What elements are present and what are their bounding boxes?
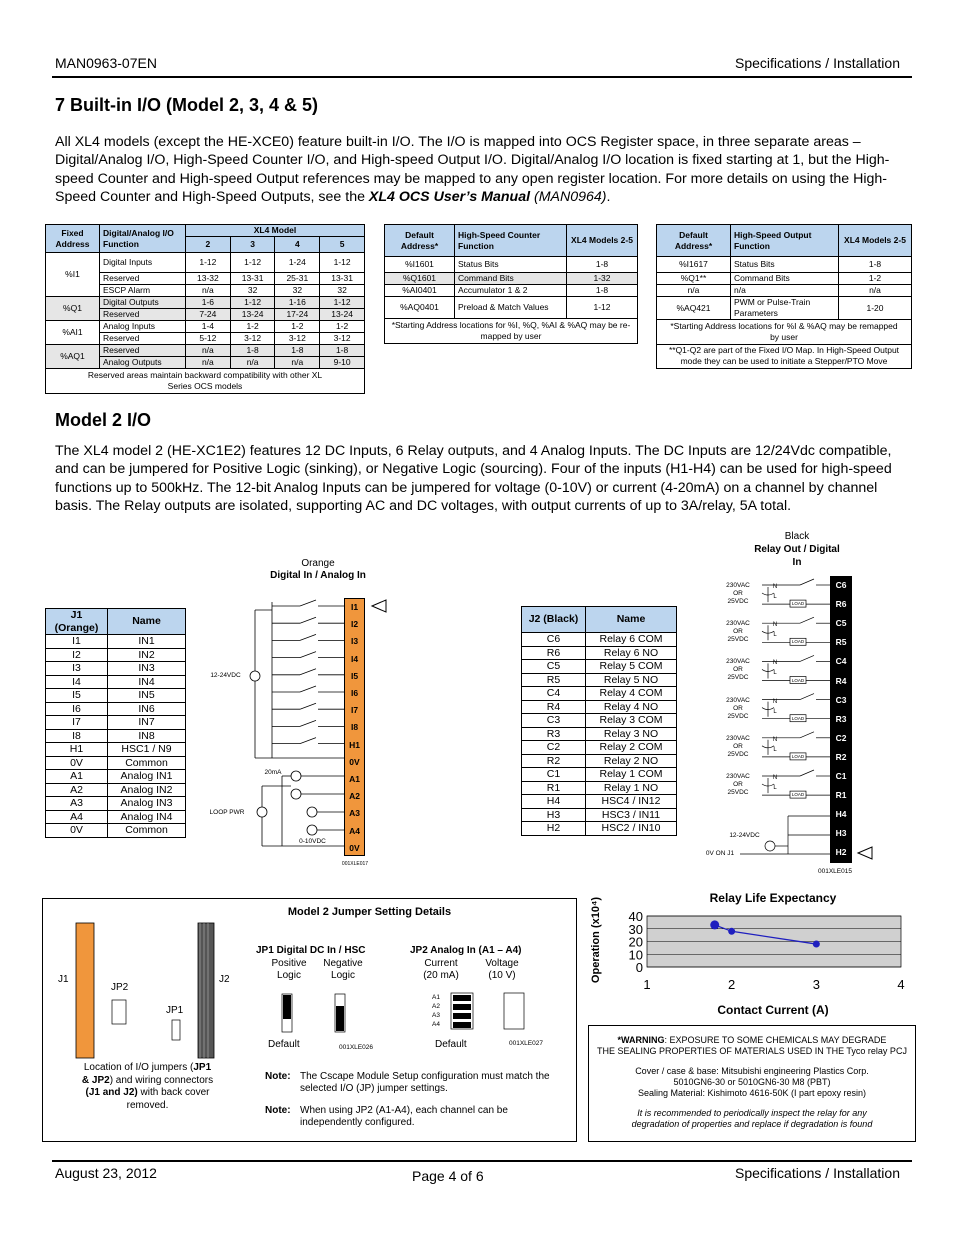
board-caption: Location of I/O jumpers (JP1 & JP2) and wiring connectors (J1 and J2) with back cover removed.: [81, 1062, 214, 1111]
table-row: C3 Relay 3 COM: [522, 714, 677, 728]
orange-terminal-label: A3: [349, 808, 360, 819]
chart-xtick-label: 3: [812, 977, 820, 992]
chart-ytick-label: 40: [628, 909, 643, 924]
table-row: R3 Relay 3 NO: [522, 727, 677, 741]
relay-nl-label: N: [772, 736, 778, 743]
table-row: I2 IN2: [46, 648, 186, 662]
relay-nl-label: N: [772, 660, 778, 667]
relay-nl-label: L: [773, 632, 777, 639]
orange-terminal-label: I4: [350, 653, 359, 664]
io-map-table: Fixed Address Digital/Analog I/O Function XL4 Model 2 3 4 5 %I1 Digital Inputs 1-12 1-12 1-24 1-12 Reserved 13-32 13-31 25-31 13-31 ESCP Alarm n/a 32 32 32 %Q1 Digital Outputs 1-6 1-12 1-16 1-12 Reserved 7-24 13-24 17-24 13-24 %AI1 Analog Inputs 1-4 1-2 1-2 1-2 Reserved 5-12 3-12 3-12 3-12 %AQ1 Reserved n/a 1-8 1-8 1-8 Analog Outputs n/a n/a n/a 9-10 Reserved areas maintain backward compatibility with other XL Series OCS models: [45, 224, 365, 394]
switch-line: [300, 686, 316, 692]
hsc-table: Default Address* High-Speed Counter Function XL4 Models 2-5 %I1601 Status Bits 1-8 %Q1601 Command Bits 1-32 %AI0401 Accumulator 1 & 2 1-8 %AQ0401 Preload & Match Values 1-12 *Starting Address locations for %I, %Q, %AI & %AQ may be re-mapped by user: [384, 224, 638, 344]
note2-text: When using JP2 (A1-A4), each channel can be independently configured.: [300, 1105, 508, 1128]
relay-wire: [800, 617, 814, 623]
orange-terminal-label: A4: [349, 825, 360, 836]
relay-wire: [800, 579, 814, 585]
jp2-title: JP2 Analog In (A1 – A4): [410, 945, 522, 956]
relay-nl-label: N: [772, 698, 778, 705]
black-terminal-label: R1: [835, 790, 847, 801]
relay-supply-line: 230VAC: [726, 734, 750, 742]
hso-table: Default Address* High-Speed Output Function XL4 Models 2-5 %I1617 Status Bits 1-8 %Q1** Command Bits 1-2 n/a n/a n/a %AQ421 PWM or Pulse-Train Parameters 1-20 *Starting Address locations for %I & %AQ may be remapped by user **Q1-Q2 are part of the Fixed I/O Map. In High-Speed Output mode they can be used to initiate a Stepper/PTO Move: [656, 224, 912, 369]
switch-line: [300, 617, 316, 623]
chart-xtick-label: 2: [728, 977, 736, 992]
j2-board-label: J2: [219, 974, 230, 985]
black-vdc-label: 12-24VDC: [729, 832, 760, 839]
jp1-title: JP1 Digital DC In / HSC: [256, 945, 366, 956]
footer-page: Page 4 of 6: [412, 1168, 484, 1184]
relay-supply-label: [720, 658, 756, 682]
relay-supply-line: 25VDC: [727, 636, 749, 644]
current-label: Current (20 mA): [423, 958, 459, 981]
footer-rule: [52, 1160, 912, 1162]
ma-label: 20mA: [264, 769, 282, 776]
footer-section: Specifications / Installation: [735, 1165, 900, 1181]
table-row: I6 IN6: [46, 702, 186, 716]
jp2-channel-label: A4: [432, 1021, 440, 1028]
chart-ytick-label: 20: [628, 934, 643, 950]
relay-nl-label: N: [772, 775, 778, 781]
load-label: LOAD: [791, 677, 805, 683]
relay-nl-label: L: [773, 594, 777, 600]
model2-title: Model 2 I/O: [55, 410, 152, 430]
table-row: I8 IN8: [46, 729, 186, 743]
table-row: R5 Relay 5 NO: [522, 673, 677, 687]
relay-supply-line: OR: [733, 666, 743, 674]
relay-nl-label: N: [772, 584, 778, 590]
relay-nl-label: L: [773, 670, 777, 677]
relay-supply-line: 230VAC: [726, 696, 750, 704]
table-row: H2 HSC2 / IN10: [522, 822, 677, 836]
black-terminal-label: C5: [835, 618, 847, 629]
black-terminal-label: C6: [835, 580, 847, 590]
jp1-default-label: Default: [268, 1039, 300, 1050]
table-row: C2 Relay 2 COM: [522, 741, 677, 755]
load-label: LOAD: [791, 792, 805, 798]
chart-ylabel: Operation (x10⁴): [590, 896, 602, 984]
positive-logic-label: Positive Logic: [271, 958, 307, 981]
relay-supply-label: [720, 773, 756, 797]
orange-wiring-diagram: [200, 596, 390, 866]
switch-line: [300, 634, 316, 640]
relay-supply-line: OR: [733, 781, 743, 788]
black-wiring-diagram: [700, 574, 890, 874]
chart-xtick-label: 1: [643, 977, 651, 992]
orange-terminal-label: I1: [350, 602, 359, 612]
header-section: Specifications / Installation: [735, 55, 900, 71]
table-row: C1 Relay 1 COM: [522, 768, 677, 782]
relay-nl-label: L: [773, 708, 777, 715]
table-row: R4 Relay 4 NO: [522, 700, 677, 714]
load-label: LOAD: [791, 601, 805, 607]
black-terminal-label: R2: [835, 751, 847, 762]
voltage-label: Voltage (10 V): [485, 958, 519, 981]
orange-terminal-label: I2: [350, 619, 359, 630]
relay-supply-label: [720, 620, 756, 644]
jp1-jumper-graphic: [270, 992, 370, 1037]
table-row: C6 Relay 6 COM: [522, 633, 677, 647]
table-row: I1 IN1: [46, 635, 186, 649]
board-illustration: [58, 915, 228, 1065]
jumper-code-1: 001XLE026: [339, 1044, 373, 1051]
table-row: C5 Relay 5 COM: [522, 660, 677, 674]
black-terminal-label: C3: [835, 694, 847, 705]
orange-diagram-label: Orange Digital In / Analog In: [270, 558, 366, 581]
black-terminal-label: R6: [835, 599, 847, 610]
relay-life-chart: [585, 888, 915, 1020]
load-label: LOAD: [791, 639, 805, 645]
relay-wire: [800, 732, 814, 738]
jp2-channel-label: A2: [432, 1003, 440, 1010]
relay-supply-line: OR: [733, 628, 743, 636]
relay-supply-label: [720, 582, 756, 606]
orange-terminal-label: 0V: [349, 842, 360, 853]
orange-terminal-label: I8: [350, 722, 359, 733]
relay-supply-line: 25VDC: [727, 598, 749, 605]
relay-wire: [800, 655, 814, 661]
jumper-code-2: 001XLE027: [509, 1040, 543, 1047]
table-row: A2 Analog IN2: [46, 783, 186, 797]
orange-terminal-label: I3: [350, 636, 359, 647]
switch-line: [300, 720, 316, 726]
black-terminal-label: R5: [835, 637, 847, 648]
black-terminal-label: H2: [835, 847, 847, 858]
relay-wire: [800, 770, 814, 776]
relay-supply-line: 230VAC: [726, 582, 750, 589]
chart-point: [813, 941, 820, 948]
model2-paragraph: The XL4 model 2 (HE-XC1E2) features 12 DC Inputs, 6 Relay outputs, and 4 Analog Inputs. The DC Inputs are 12/24Vdc compatible, and can be jumpered for Positive Logic (sinking), or Negative Logic (sourcing). Four of the inputs (H1-H4) can be used for high-speed functions up to 500kHz. The 12-bit Analog Inputs can be jumpered for voltage (0-10V) or current (4-20mA) on a channel by channel basis. The Relay outputs are isolated, supporting AC and DC voltages, with output currents of up to 3A/relay, 5A total.: [55, 443, 892, 514]
relay-supply-line: 25VDC: [727, 750, 749, 758]
table-row: R2 Relay 2 NO: [522, 754, 677, 768]
doc-id: MAN0963-07EN: [55, 55, 157, 71]
black-diagram-label: Black Relay Out / Digital In: [754, 531, 840, 568]
chart-ytick-label: 10: [628, 947, 643, 963]
j2-table: J2 (Black) Name C6 Relay 6 COM R6 Relay 6 NO C5 Relay 5 COM R5 Relay 5 NO C4 Relay 4 COM R4 Relay 4 NO C3 Relay 3 COM R3 Relay 3 NO C2 Relay 2 COM R2 Relay 2 NO C1 Relay 1 COM R1 Relay 1 NO H4 HSC4 / IN12 H3 HSC3 / IN11 H2 HSC2 / IN10: [521, 606, 677, 836]
black-terminal-label: R4: [835, 675, 847, 686]
jp2-jumper-graphic: [448, 992, 528, 1032]
chart-point: [728, 928, 735, 935]
table-row: I5 IN5: [46, 689, 186, 703]
table-row: R1 Relay 1 NO: [522, 781, 677, 795]
relay-nl-label: L: [773, 746, 777, 753]
header-rule: [52, 76, 912, 78]
orange-terminal-label: I6: [350, 688, 359, 698]
note2-label: Note:: [265, 1105, 291, 1116]
black-terminal-label: H3: [835, 828, 847, 839]
orange-terminal-label: H1: [349, 739, 360, 750]
chart-point: [710, 920, 719, 929]
table-row: I3 IN3: [46, 662, 186, 676]
vdc10-label: 0-10VDC: [299, 838, 326, 845]
table-row: I4 IN4: [46, 675, 186, 689]
black-terminal-label: C1: [835, 771, 847, 781]
relay-supply-line: 230VAC: [726, 658, 750, 666]
note1-text: The Cscape Module Setup configuration must match the selected I/O (JP) jumper settings.: [300, 1071, 550, 1094]
jp2-channel-label: A3: [432, 1012, 440, 1019]
table-row: H3 HSC3 / IN11: [522, 808, 677, 822]
chart-xlabel: Contact Current (A): [717, 1003, 829, 1017]
relay-supply-label: [720, 735, 756, 759]
relay-supply-line: 25VDC: [727, 674, 749, 682]
black-terminal-label: C4: [835, 656, 847, 667]
switch-line: [300, 600, 316, 606]
chart-xtick-label: 4: [897, 977, 905, 992]
chart-ytick-label: 0: [635, 960, 643, 975]
note1-label: Note:: [265, 1071, 291, 1082]
orange-terminal-label: A2: [349, 791, 360, 802]
relay-nl-label: N: [772, 622, 778, 629]
j1-board-label: J1: [58, 974, 69, 985]
footer-date: August 23, 2012: [55, 1165, 157, 1181]
relay-supply-line: OR: [733, 590, 743, 597]
table-row: H4 HSC4 / IN12: [522, 795, 677, 809]
ov-on-j1-label: 0V ON J1: [705, 850, 735, 857]
jp1-board-label: JP1: [166, 1005, 184, 1016]
table-row: 0V Common: [46, 756, 186, 770]
switch-line: [300, 652, 316, 658]
table-row: I7 IN7: [46, 716, 186, 730]
jp2-default-label: Default: [435, 1039, 467, 1050]
black-terminal-label: C2: [835, 732, 847, 743]
relay-nl-label: L: [773, 785, 777, 791]
relay-supply-line: 230VAC: [726, 773, 750, 780]
orange-code: 001XLE017: [341, 861, 369, 867]
section7-paragraph: All XL4 models (except the HE-XCE0) feature built-in I/O. The I/O is mapped into OCS Register space, in three separate areas – Digital/Analog I/O, High-Speed Counter I/O, and High-speed Output I/O. Digital/Analog I/O location is fixed starting at 1, but the High-speed Counter and High-speed Output references may be mapped to any open register location. For more details on using the High-Speed Counter and High-Speed Outputs, see the XL4 OCS User’s Manual (MAN0964).: [55, 134, 890, 205]
black-terminal-label: R3: [835, 713, 847, 724]
loop-pwr-label: LOOP PWR: [209, 809, 245, 816]
table-row: 0V Common: [46, 824, 186, 838]
chart-ytick-label: 30: [628, 921, 643, 937]
orange-terminal-label: I5: [350, 670, 359, 681]
warning-text: *WARNING: EXPOSURE TO SOME CHEMICALS MAY DEGRADE THE SEALING PROPERTIES OF MATERIALS USED IN THE Tyco relay PCJ Cover / case & base: Mitsubishi engineering Plastics Corp. 5010GN6-30 or 5010GN6-30 M8 (PBT) Sealing Material: Kishimoto 4616-50K (I part epoxy resin) It is recommended to periodically inspect the relay for any degradation of properties and replace if degradation is found: [597, 1035, 907, 1129]
jumper-title: Model 2 Jumper Setting Details: [287, 906, 452, 918]
switch-line: [300, 703, 316, 709]
negative-logic-label: Negative Logic: [323, 958, 363, 981]
orange-vdc-label: 12-24VDC: [210, 672, 241, 679]
section-title: 7 Built-in I/O (Model 2, 3, 4 & 5): [55, 95, 319, 115]
table-row: C4 Relay 4 COM: [522, 687, 677, 701]
black-terminal-label: H4: [835, 809, 847, 820]
jp2-channel-label: A1: [432, 994, 440, 1001]
relay-wire: [800, 694, 814, 700]
relay-supply-line: 25VDC: [727, 789, 749, 796]
switch-line: [300, 669, 316, 675]
relay-supply-line: OR: [733, 742, 743, 750]
orange-terminal-label: I7: [350, 705, 359, 716]
load-label: LOAD: [791, 753, 805, 759]
orange-terminal-label: 0V: [349, 756, 360, 767]
table-row: H1 HSC1 / N9: [46, 743, 186, 757]
table-row: A1 Analog IN1: [46, 770, 186, 784]
jp2-board-label: JP2: [111, 982, 129, 993]
table-row: A4 Analog IN4: [46, 810, 186, 824]
j1-table: J1 (Orange) Name I1 IN1 I2 IN2 I3 IN3 I4 IN4 I5 IN5 I6 IN6 I7 IN7 I8 IN8 H1 HSC1 / N9 0V Common A1 Analog IN1 A2 Analog IN2 A3 Analog IN3 A4 Analog IN4 0V Common: [45, 608, 186, 838]
relay-supply-line: 25VDC: [727, 712, 749, 720]
orange-terminal-label: A1: [349, 774, 360, 784]
relay-supply-line: 230VAC: [726, 620, 750, 628]
relay-supply-line: OR: [733, 704, 743, 712]
chart-title: Relay Life Expectancy: [709, 891, 837, 905]
black-code: 001XLE015: [818, 868, 852, 875]
load-label: LOAD: [791, 715, 805, 721]
switch-line: [300, 738, 316, 744]
relay-supply-label: [720, 697, 756, 721]
table-row: A3 Analog IN3: [46, 797, 186, 811]
table-row: R6 Relay 6 NO: [522, 646, 677, 660]
